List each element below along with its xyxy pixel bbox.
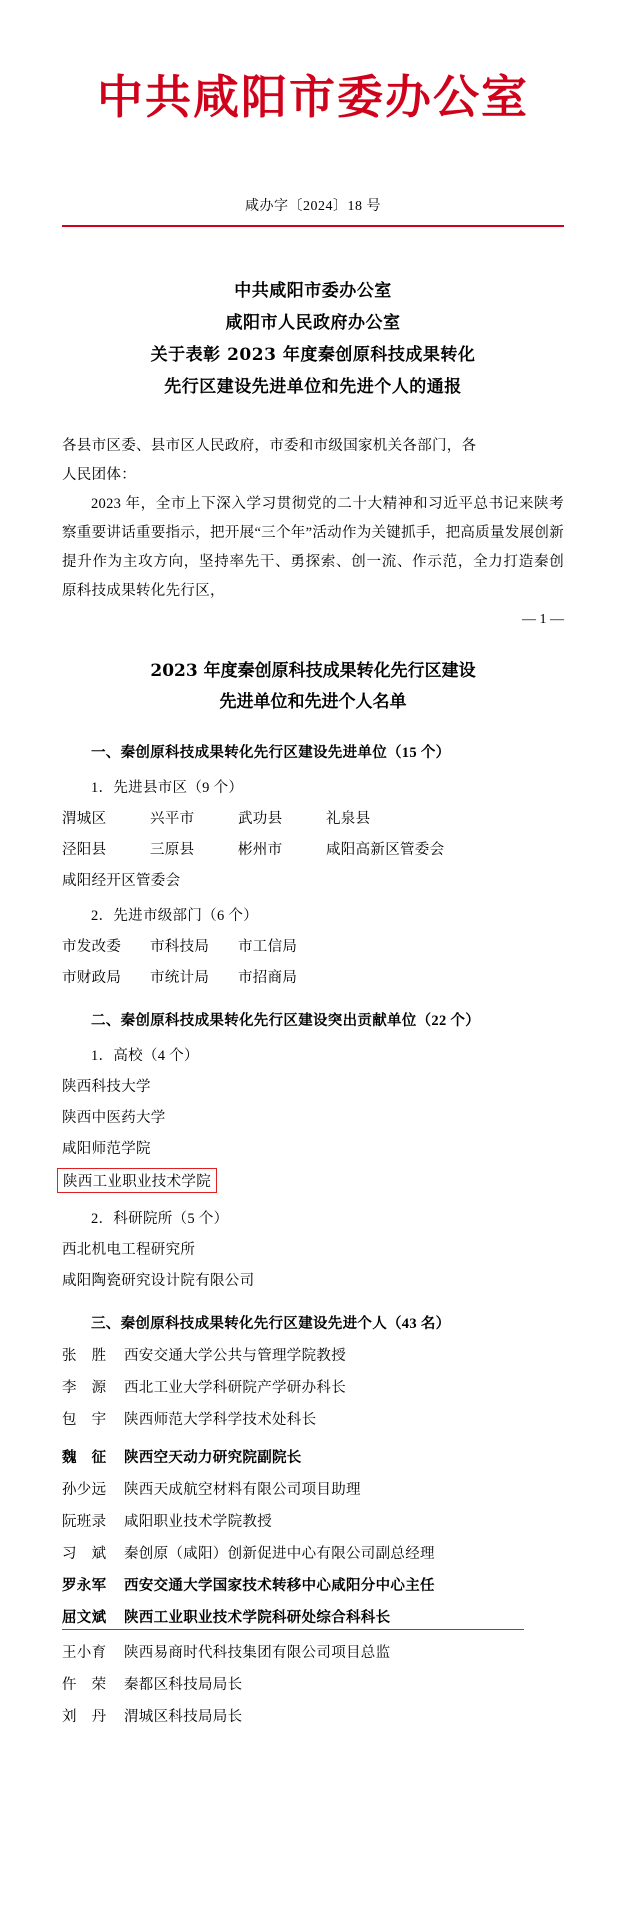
institute-row (62, 1238, 564, 1259)
department-row (62, 935, 564, 956)
section-2-sub-2: 2．科研院所（5 个） (91, 1210, 229, 1227)
person-desc: 渭城区科技局局长 (124, 1708, 243, 1725)
person-name: 刘 丹 (62, 1708, 107, 1725)
person-desc: 陕西空天动力研究院副院长 (124, 1449, 302, 1466)
department-item: 市发改委 (62, 938, 122, 955)
person-name: 李 源 (62, 1379, 107, 1396)
district-item: 武功县 (238, 810, 283, 827)
person-name: 魏 征 (62, 1449, 107, 1466)
department-item: 市招商局 (238, 969, 298, 986)
list-title-line-1: 2023 年度秦创原科技成果转化先行区建设 (150, 660, 476, 681)
person-name: 屈文斌 (62, 1609, 107, 1626)
person-desc: 陕西天成航空材料有限公司项目助理 (124, 1481, 361, 1498)
institute-row (62, 1269, 564, 1290)
person-row (62, 1344, 564, 1365)
title-line-3: 关于表彰 2023 年度秦创原科技成果转化 (150, 345, 476, 366)
person-row (62, 1408, 564, 1429)
person-desc: 西安交通大学公共与管理学院教授 (124, 1347, 346, 1364)
title-line-4: 先行区建设先进单位和先进个人的通报 (164, 377, 462, 398)
person-desc: 西安交通大学国家技术转移中心咸阳分中心主任 (124, 1577, 435, 1594)
district-row (62, 838, 564, 859)
college-row (62, 1106, 564, 1127)
person-desc: 陕西易商时代科技集团有限公司项目总监 (124, 1644, 391, 1661)
intro-paragraph: 2023 年，全市上下深入学习贯彻党的二十大精神和习近平总书记来陕考察重要讲话重要指示，把开展“三个年”活动作为关键抓手，把高质量发展创新提升作为主攻方向，坚持率先干、勇探索、创一流、作示范，全力打造秦创原科技成果转化先行区， (62, 495, 564, 599)
red-divider-line (62, 225, 564, 227)
person-name: 孙少远 (62, 1481, 107, 1498)
department-item: 市统计局 (150, 969, 210, 986)
college-name: 陕西科技大学 (62, 1078, 151, 1095)
person-desc: 咸阳职业技术学院教授 (124, 1513, 272, 1530)
person-name: 阮班录 (62, 1513, 107, 1530)
department-item: 市工信局 (238, 938, 298, 955)
person-row (62, 1478, 564, 1499)
person-desc: 秦都区科技局局长 (124, 1676, 243, 1693)
college-row (62, 1075, 564, 1096)
person-row (62, 1542, 564, 1563)
person-desc: 陕西工业职业技术学院科研处综合科科长 (124, 1609, 391, 1626)
district-item: 礼泉县 (326, 810, 371, 827)
person-name: 张 胜 (62, 1347, 107, 1364)
district-item: 三原县 (150, 841, 195, 858)
department-row (62, 966, 564, 987)
district-row (62, 807, 564, 828)
department-item: 市财政局 (62, 969, 122, 986)
masthead-title: 中共咸阳市委办公室 (97, 70, 529, 124)
district-item: 渭城区 (62, 810, 107, 827)
college-row (62, 1137, 564, 1158)
district-item: 咸阳经开区管委会 (62, 872, 181, 889)
institute-name: 咸阳陶瓷研究设计院有限公司 (62, 1272, 255, 1289)
district-item: 兴平市 (150, 810, 195, 827)
section-2-heading: 二、秦创原科技成果转化先行区建设突出贡献单位（22 个） (91, 1012, 481, 1029)
person-desc: 秦创原（咸阳）创新促进中心有限公司副总经理 (124, 1545, 435, 1562)
person-name: 习 斌 (62, 1545, 107, 1562)
institute-name: 西北机电工程研究所 (62, 1241, 196, 1258)
person-name: 罗永军 (62, 1577, 107, 1594)
college-name-highlighted: 陕西工业职业技术学院 (57, 1168, 217, 1193)
section-3-heading: 三、秦创原科技成果转化先行区建设先进个人（43 名） (91, 1315, 451, 1332)
person-row-highlighted (62, 1606, 564, 1630)
title-line-2: 咸阳市人民政府办公室 (225, 312, 401, 333)
person-row (62, 1574, 564, 1595)
person-desc: 西北工业大学科研院产学研办科长 (124, 1379, 346, 1396)
person-row (62, 1510, 564, 1531)
person-name: 王小育 (62, 1644, 107, 1661)
district-item: 泾阳县 (62, 841, 107, 858)
salutation-line-1: 各县市区委、县市区人民政府，市委和市级国家机关各部门，各 (62, 437, 477, 454)
person-row (62, 1446, 564, 1467)
document-number: 咸办字〔2024〕18 号 (245, 198, 381, 214)
department-item: 市科技局 (150, 938, 210, 955)
district-item: 咸阳高新区管委会 (326, 841, 445, 858)
person-name: 仵 荣 (62, 1676, 107, 1693)
list-title (62, 656, 564, 719)
person-desc: 陕西师范大学科学技术处科长 (124, 1411, 317, 1428)
list-title-line-2: 先进单位和先进个人名单 (219, 692, 407, 713)
salutation-line-2: 人民团体： (62, 466, 136, 483)
college-name: 咸阳师范学院 (62, 1140, 151, 1157)
section-2-sub-1: 1．高校（4 个） (91, 1047, 199, 1064)
district-row (62, 869, 564, 890)
person-name: 包 宇 (62, 1411, 107, 1428)
document-title (0, 275, 626, 404)
district-item: 彬州市 (238, 841, 283, 858)
person-row (62, 1641, 564, 1662)
person-row (62, 1705, 564, 1726)
person-row (62, 1376, 564, 1397)
college-row-highlighted (62, 1168, 564, 1193)
college-name: 陕西中医药大学 (62, 1109, 166, 1126)
page-number: — 1 — (522, 611, 564, 627)
title-line-1: 中共咸阳市委办公室 (234, 280, 392, 301)
section-1-sub-2: 2．先进市级部门（6 个） (91, 907, 259, 924)
section-1-sub-1: 1．先进县市区（9 个） (91, 779, 244, 796)
person-row (62, 1673, 564, 1694)
section-1-heading: 一、秦创原科技成果转化先行区建设先进单位（15 个） (91, 744, 451, 761)
